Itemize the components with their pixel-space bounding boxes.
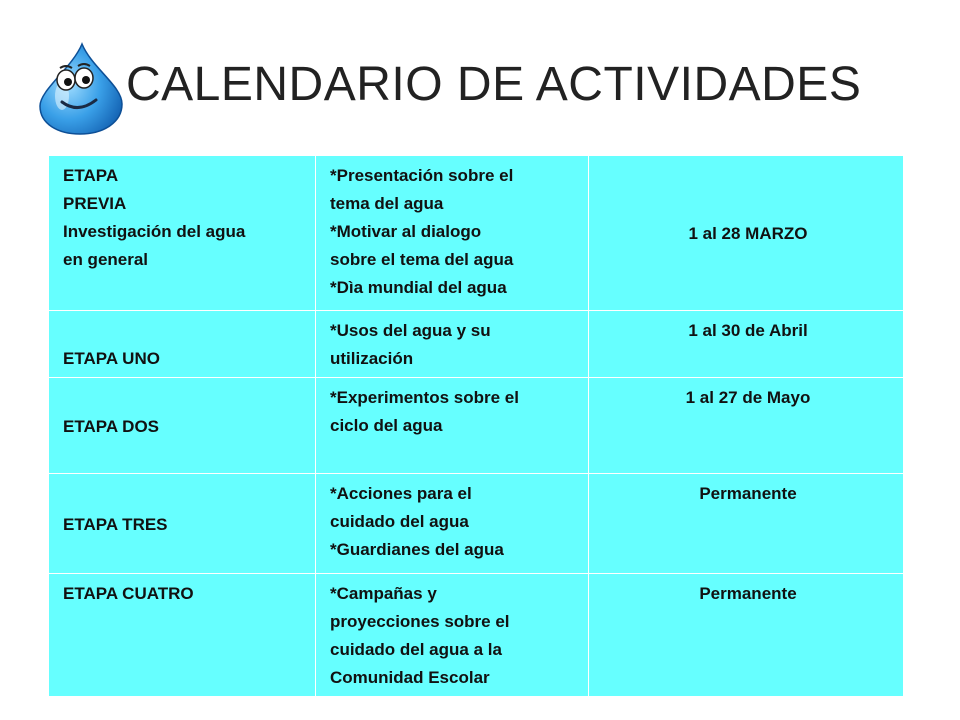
page-title: CALENDARIO DE ACTIVIDADES	[126, 58, 862, 111]
stage-cell	[49, 474, 316, 574]
table-row	[49, 311, 904, 378]
date-text: Permanente	[699, 484, 797, 503]
activity-text: *Experimentos sobre el	[330, 388, 519, 407]
date-text: 1 al 27 de Mayo	[685, 388, 811, 407]
stage-cell	[49, 574, 316, 697]
activity-text: *Usos del agua y su	[330, 321, 491, 340]
activity-cell	[316, 574, 589, 697]
table-row	[49, 378, 904, 474]
stage-text: ETAPA TRES	[63, 514, 168, 534]
date-cell	[589, 378, 904, 474]
activity-cell	[316, 311, 589, 378]
table-row	[49, 574, 904, 697]
activity-text: ciclo del agua	[330, 416, 443, 435]
stage-cell	[49, 156, 316, 311]
activity-text: cuidado del agua a la	[330, 640, 502, 659]
date-text: 1 al 30 de Abril	[688, 321, 808, 340]
stage-cell	[49, 311, 316, 378]
stage-text: ETAPA CUATRO	[63, 584, 194, 603]
stage-text: ETAPA DOS	[63, 416, 160, 436]
date-cell	[589, 311, 904, 378]
date-cell	[589, 156, 904, 311]
water-drop-mascot-icon	[32, 40, 128, 136]
activity-text: *Motivar al dialogo	[330, 222, 482, 241]
activity-text: cuidado del agua	[330, 512, 469, 531]
stage-text: ETAPA	[63, 166, 119, 185]
stage-cell	[49, 378, 316, 474]
activities-table	[48, 155, 904, 697]
activity-text: *Guardianes del agua	[330, 540, 504, 559]
table-row	[49, 156, 904, 311]
activity-cell	[316, 156, 589, 311]
date-cell	[589, 574, 904, 697]
stage-text: Investigación del agua	[63, 222, 246, 241]
activity-text: *Acciones para el	[330, 484, 472, 503]
activity-text: proyecciones sobre el	[330, 612, 510, 631]
date-text: Permanente	[699, 584, 797, 603]
stage-text: en general	[63, 250, 149, 269]
date-cell	[589, 474, 904, 574]
activity-text: Comunidad Escolar	[330, 668, 490, 687]
table-row	[49, 474, 904, 574]
stage-text: ETAPA UNO	[63, 349, 160, 368]
activity-cell	[316, 378, 589, 474]
activity-text: tema del agua	[330, 194, 444, 213]
date-text: 1 al 28 MARZO	[688, 224, 808, 243]
activity-text: *Dìa mundial del agua	[330, 278, 507, 297]
activity-text: *Presentación sobre el	[330, 166, 514, 185]
activity-text: utilización	[330, 349, 414, 368]
activity-text: *Campañas y	[330, 584, 437, 603]
stage-text: PREVIA	[63, 194, 127, 213]
activity-text: sobre el tema del agua	[330, 250, 514, 269]
activity-cell	[316, 474, 589, 574]
